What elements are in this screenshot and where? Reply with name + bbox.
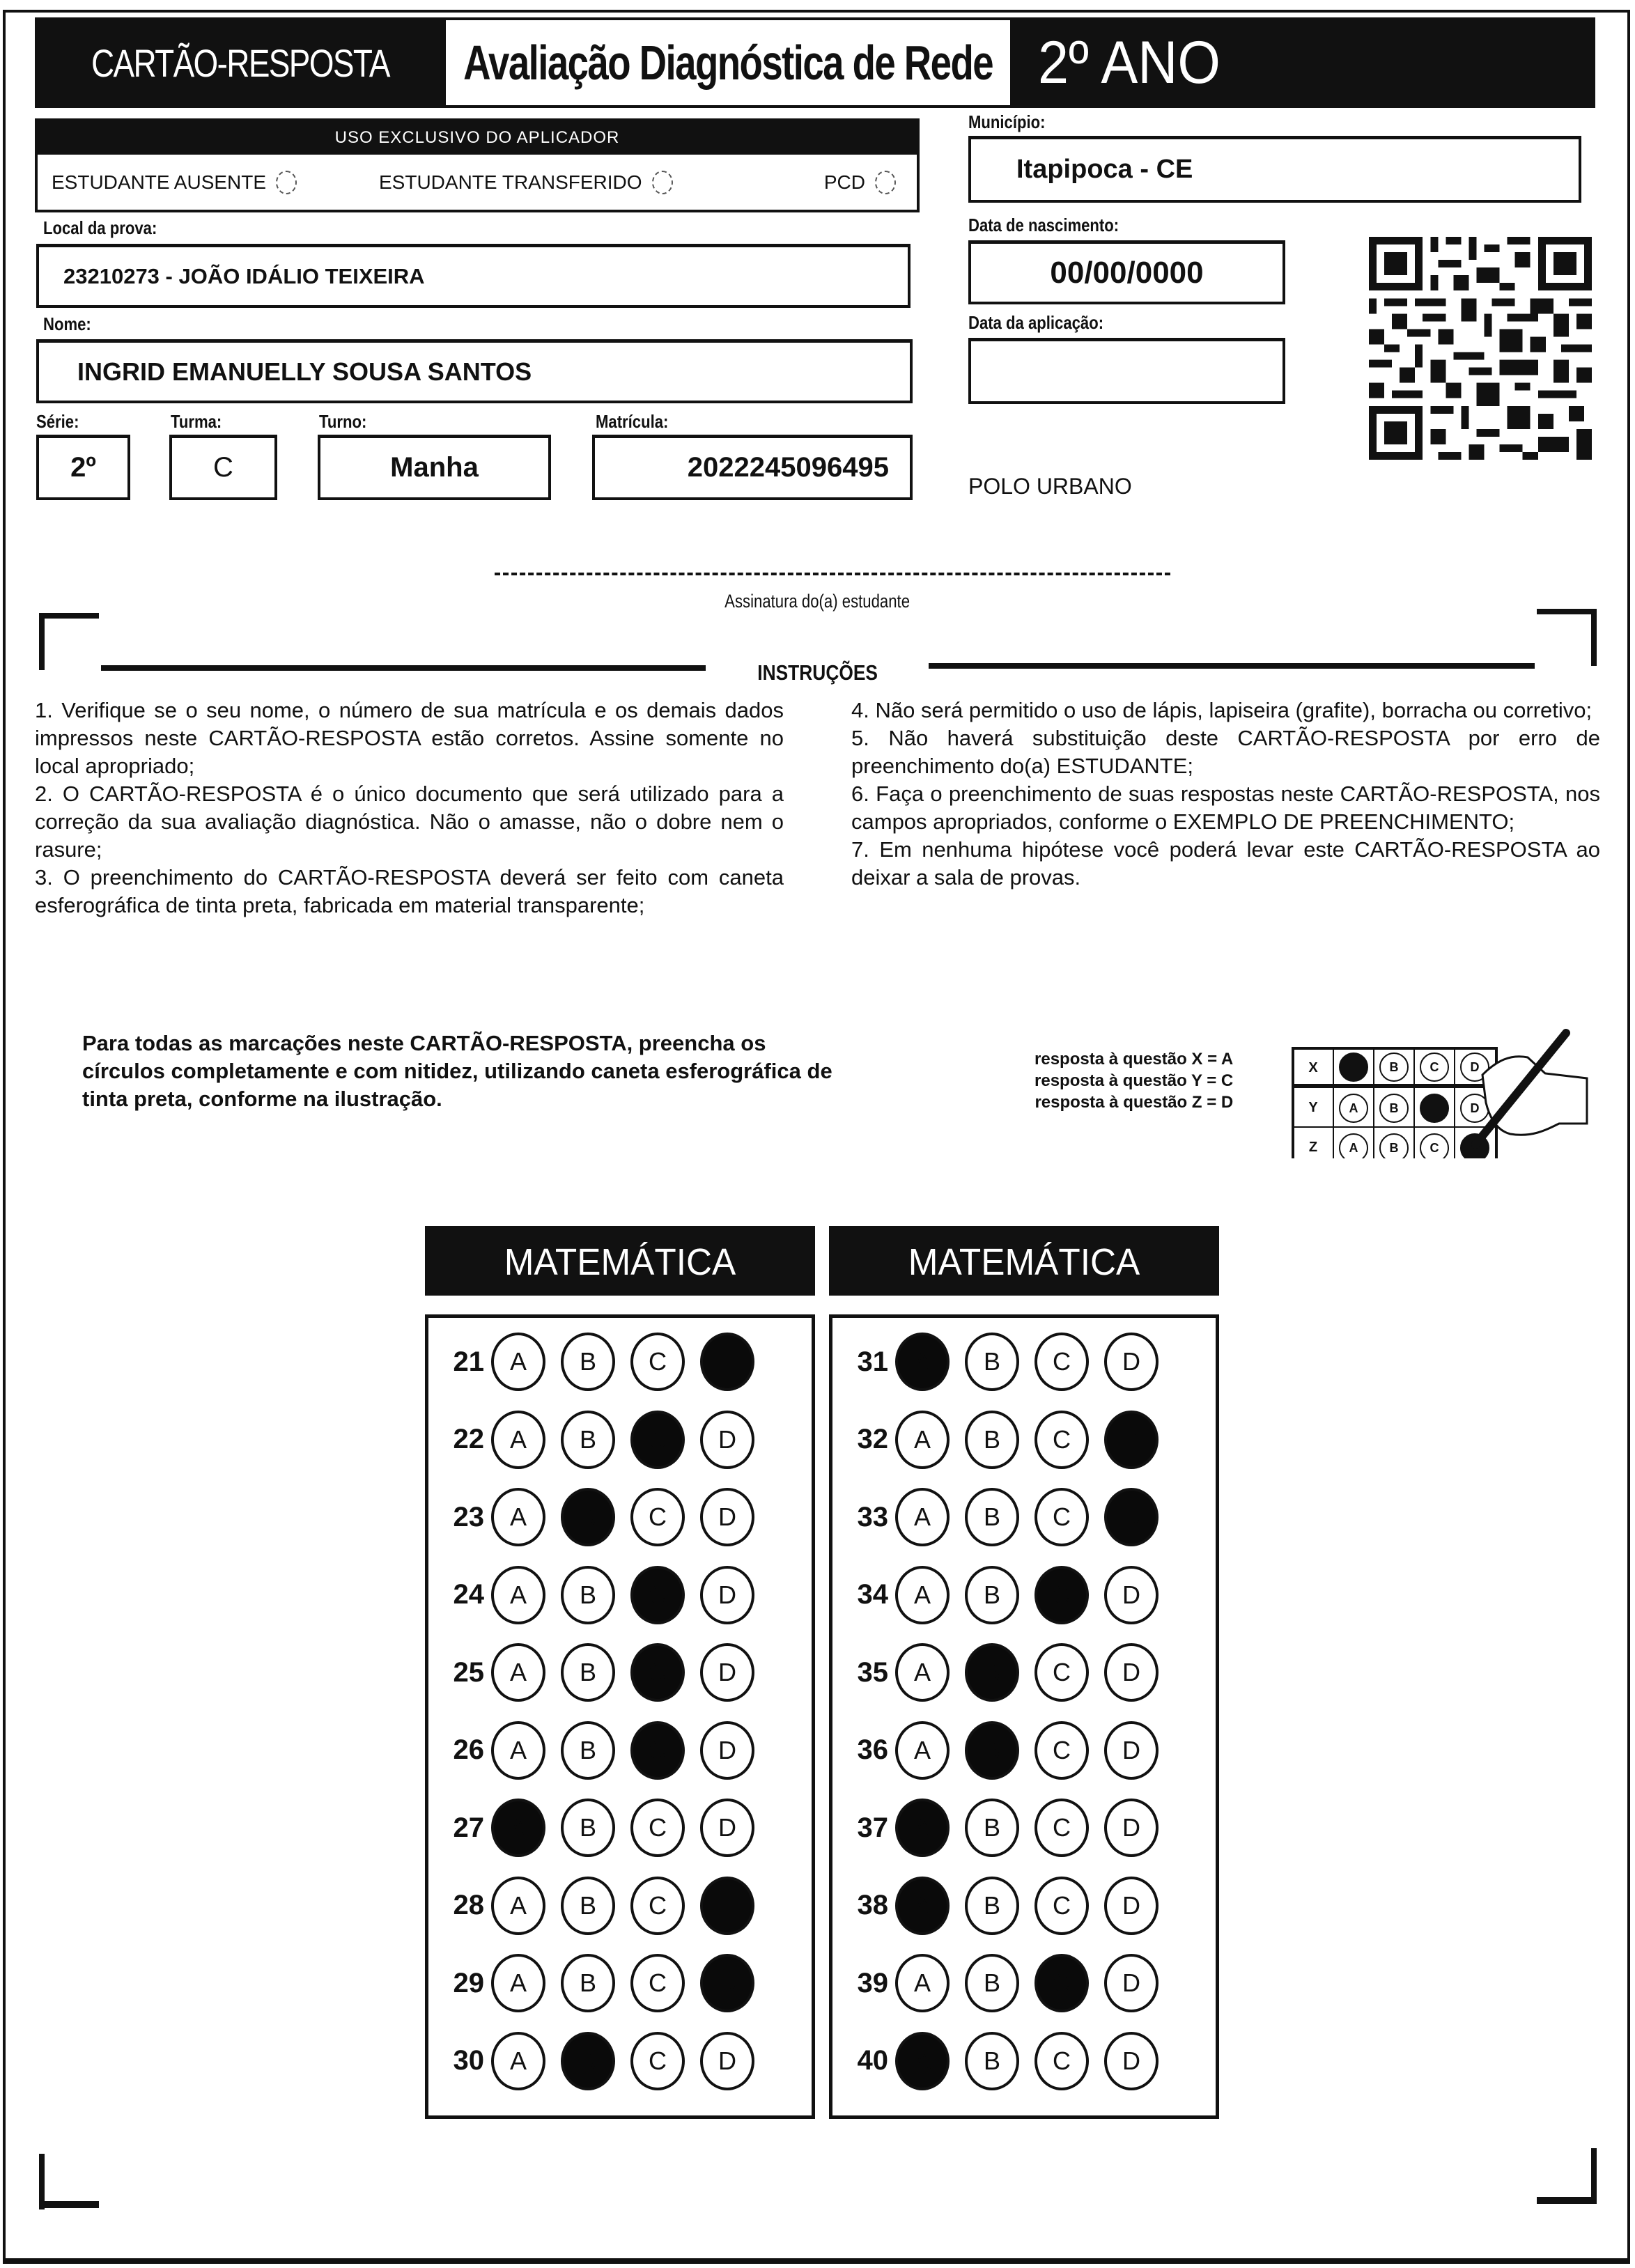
answer-bubble-b[interactable]: B [965,1877,1019,1935]
svg-text:Y: Y [1308,1100,1318,1115]
svg-text:C: C [1429,1141,1439,1155]
instructions-title: INSTRUÇÕES [757,660,878,685]
answer-bubble-d[interactable]: D [700,1954,754,2012]
question-number: 27 [453,1812,484,1843]
fill-note: Para todas as marcações neste CARTÃO-RESPOSTA, preencha os círculos completamente e com nitidez, utilizando caneta esferográfica de tinta preta, conforme na ilustração. [82,1031,832,1111]
answer-bubble-c[interactable]: C [630,1954,685,2012]
example-legend [1035,1048,1233,1113]
answer-bubble-b[interactable]: B [561,1877,615,1935]
question-number: 23 [453,1501,484,1532]
question-row [832,1952,1216,2014]
municipio-value: Itapipoca - CE [1016,155,1193,184]
municipio-label: Município: [968,111,1046,132]
svg-text:Z: Z [1308,1140,1318,1155]
question-row [428,1874,812,1937]
answer-bubble-b[interactable]: B [965,1411,1019,1469]
serie-field [36,435,130,500]
local-value: 23210273 - JOÃO IDÁLIO TEIXEIRA [63,263,425,288]
answer-bubble-d[interactable]: D [1104,1877,1159,1935]
matricula-label: Matrícula: [596,411,669,432]
instruction-3: 3. O preenchimento do CARTÃO-RESPOSTA deverá ser feito com caneta esferográfica de tinta preta, fabricada em material transparente; [35,865,784,917]
turma-field [169,435,277,500]
example-legend-y: resposta à questão Y = C [1035,1071,1234,1090]
answer-bubble-d[interactable]: D [1104,1954,1159,2012]
answer-bubble-c[interactable]: C [630,1411,685,1469]
serie-value: 2º [70,452,96,483]
turma-label: Turma: [171,411,222,432]
answer-bubble-b[interactable]: B [561,2032,615,2090]
answer-bubble-c[interactable]: C [1035,1488,1089,1546]
signature-line[interactable] [495,573,1170,575]
answer-bubble-a[interactable]: A [491,1411,545,1469]
question-number: 33 [857,1501,888,1532]
corner-mark-tr [1591,609,1597,666]
question-number: 21 [453,1346,484,1377]
svg-text:D: D [1470,1060,1480,1074]
answer-bubble-a[interactable]: A [895,1333,950,1391]
corner-mark-br [1591,2148,1597,2204]
answer-bubble-c[interactable]: C [630,1333,685,1391]
question-row [428,1952,812,2014]
answer-bubble-d[interactable]: D [700,1411,754,1469]
local-field [36,244,911,308]
card-title-banner [35,17,446,108]
fill-example-illustration [1287,1019,1601,1158]
option-pcd[interactable] [824,171,896,194]
answer-bubble-c[interactable]: C [1035,1954,1089,2012]
answer-bubble-a[interactable]: A [491,1721,545,1780]
corner-mark-br-h [1537,2197,1597,2204]
option-absent-label: ESTUDANTE AUSENTE [52,171,267,193]
answer-bubble-d[interactable]: D [700,1721,754,1780]
question-number: 39 [857,1967,888,1998]
question-row [428,1719,812,1782]
answer-bubble-c[interactable]: C [630,1643,685,1702]
answer-bubble-d[interactable]: D [1104,1566,1159,1624]
answer-bubble-c[interactable]: C [630,1488,685,1546]
qr-code-icon [1369,237,1592,460]
answer-bubble-a[interactable]: A [895,1954,950,2012]
question-row [832,1330,1216,1393]
municipio-field [968,136,1581,203]
signature-label: Assinatura do(a) estudante [724,591,911,612]
question-row [832,1564,1216,1626]
question-row [428,1641,812,1704]
turno-value: Manha [390,452,479,483]
answer-bubble-d[interactable]: D [700,1566,754,1624]
answer-bubble-a[interactable]: A [491,1333,545,1391]
answer-bubble-d[interactable]: D [1104,1411,1159,1469]
question-number: 26 [453,1734,484,1765]
option-pcd-label: PCD [823,171,865,193]
answer-bubble-d[interactable]: D [700,1488,754,1546]
instructions-right [851,697,1600,892]
transferred-radio[interactable] [652,171,673,194]
applicator-title: USO EXCLUSIVO DO APLICADOR [38,121,917,155]
answer-bubble-b[interactable]: B [965,1954,1019,2012]
instruction-6: 6. Faça o preenchimento de suas respostas neste CARTÃO-RESPOSTA, nos campos apropriados, conforme o EXEMPLO DE PREENCHIMENTO; [851,782,1600,834]
question-number: 28 [453,1890,484,1920]
instruction-2: 2. O CARTÃO-RESPOSTA é o único documento que será utilizado para a correção da sua avaliação diagnóstica. Não o amasse, não o dobre nem o rasure; [35,782,784,862]
answer-bubble-b[interactable]: B [561,1799,615,1857]
answer-bubble-a[interactable]: A [895,1643,950,1702]
question-row [428,1564,812,1626]
answer-bubble-b[interactable]: B [965,1333,1019,1391]
instruction-4: 4. Não será permitido o uso de lápis, lapiseira (grafite), borracha ou corretivo; [851,698,1593,722]
question-number: 36 [857,1734,888,1765]
question-number: 30 [453,2045,484,2076]
svg-text:C: C [1429,1060,1439,1074]
svg-text:A: A [1349,1141,1358,1155]
answer-bubble-d[interactable]: D [1104,1721,1159,1780]
svg-text:X: X [1308,1060,1318,1075]
answer-bubble-b[interactable]: B [965,1721,1019,1780]
question-number: 40 [857,2045,888,2076]
svg-text:B: B [1389,1141,1399,1155]
applicator-box [35,118,920,212]
question-row [428,2030,812,2092]
answer-bubble-c[interactable]: C [1035,1799,1089,1857]
answer-bubble-a[interactable]: A [895,1566,950,1624]
answer-bubble-b[interactable]: B [965,1488,1019,1546]
subject-header-2: MATEMÁTICA [829,1226,1219,1296]
answer-bubble-b[interactable]: B [561,1411,615,1469]
aplicacao-field [968,338,1285,404]
question-row [428,1408,812,1471]
answer-bubble-d[interactable]: D [700,1799,754,1857]
corner-mark-tl-h [39,613,99,619]
answer-bubble-d[interactable]: D [1104,1799,1159,1857]
answer-bubble-a[interactable]: A [491,2032,545,2090]
absent-radio[interactable] [276,171,297,194]
corner-mark-tr-h [1537,609,1597,614]
answer-bubble-b[interactable]: B [561,1721,615,1780]
answer-bubble-b[interactable]: B [561,1333,615,1391]
question-number: 24 [453,1579,484,1610]
answer-bubble-c[interactable]: C [1035,1721,1089,1780]
subject-header-1: MATEMÁTICA [425,1226,815,1296]
turno-label: Turno: [319,411,367,432]
turno-field [318,435,551,500]
nome-label: Nome: [43,313,91,334]
question-number: 29 [453,1967,484,1998]
matricula-field [592,435,913,500]
serie-label: Série: [36,411,79,432]
svg-text:B: B [1389,1060,1399,1074]
question-number: 34 [857,1579,888,1610]
answer-bubble-c[interactable]: C [630,1566,685,1624]
answer-bubble-b[interactable]: B [965,1643,1019,1702]
nome-field [36,339,913,403]
answer-bubble-a[interactable]: A [491,1877,545,1935]
answer-bubble-c[interactable]: C [1035,1566,1089,1624]
answer-bubble-a[interactable]: A [491,1954,545,2012]
answer-bubble-a[interactable]: A [491,1488,545,1546]
question-row [428,1330,812,1393]
instruction-7: 7. Em nenhuma hipótese você poderá levar este CARTÃO-RESPOSTA ao deixar a sala de provas. [851,837,1600,890]
answer-bubble-c[interactable]: C [630,1799,685,1857]
instructions-left [35,697,784,919]
svg-text:A: A [1349,1101,1358,1115]
answer-bubble-c[interactable]: C [630,1721,685,1780]
answer-bubble-b[interactable]: B [561,1643,615,1702]
instruction-5: 5. Não haverá substituição deste CARTÃO-RESPOSTA por erro de preenchimento do(a) ESTUDANTE; [851,726,1600,778]
answer-grid-2 [829,1314,1219,2119]
option-transferred[interactable] [379,171,811,194]
nome-value: INGRID EMANUELLY SOUSA SANTOS [77,357,532,386]
exam-title: Avaliação Diagnóstica de Rede [463,36,993,90]
nascimento-field [968,240,1285,304]
example-legend-z: resposta à questão Z = D [1035,1093,1234,1112]
nascimento-value: 00/00/0000 [1050,255,1204,290]
question-row [832,2030,1216,2092]
example-legend-x: resposta à questão X = A [1035,1050,1234,1069]
question-number: 25 [453,1656,484,1688]
turma-value: C [213,452,233,483]
answer-bubble-d[interactable]: D [1104,1333,1159,1391]
answer-bubble-c[interactable]: C [1035,1643,1089,1702]
answer-bubble-d[interactable]: D [700,1643,754,1702]
answer-bubble-a[interactable]: A [895,1488,950,1546]
answer-bubble-a[interactable]: A [895,1799,950,1857]
answer-bubble-d[interactable]: D [1104,1643,1159,1702]
grade-title: 2º ANO [1038,29,1221,96]
answer-bubble-c[interactable]: C [630,2032,685,2090]
answer-bubble-c[interactable]: C [1035,2032,1089,2090]
question-number: 32 [857,1424,888,1454]
svg-text:D: D [1470,1101,1480,1115]
answer-bubble-b[interactable]: B [965,1566,1019,1624]
answer-bubble-b[interactable]: B [965,1799,1019,1857]
card-title: CARTÃO-RESPOSTA [91,40,389,85]
answer-bubble-a[interactable]: A [491,1799,545,1857]
polo-label: POLO URBANO [968,474,1132,499]
pcd-radio[interactable] [875,171,896,194]
question-number: 22 [453,1424,484,1454]
corner-mark-bl-h [39,2201,99,2208]
local-label: Local da prova: [43,217,157,238]
answer-bubble-b[interactable]: B [561,1488,615,1546]
question-row [428,1796,812,1859]
svg-text:B: B [1389,1101,1399,1115]
answer-bubble-b[interactable]: B [561,1566,615,1624]
answer-bubble-a[interactable]: A [895,1721,950,1780]
answer-bubble-a[interactable]: A [491,1643,545,1702]
option-transferred-label: ESTUDANTE TRANSFERIDO [379,171,642,193]
question-number: 31 [857,1346,888,1377]
answer-bubble-a[interactable]: A [895,2032,950,2090]
question-row [832,1641,1216,1704]
exam-title-banner [446,17,1010,108]
nascimento-label: Data de nascimento: [968,215,1119,235]
question-row [832,1719,1216,1782]
answer-bubble-b[interactable]: B [965,2032,1019,2090]
answer-bubble-c[interactable]: C [1035,1333,1089,1391]
matricula-value: 2022245096495 [687,452,889,483]
question-row [832,1408,1216,1471]
answer-bubble-d[interactable]: D [700,1877,754,1935]
question-row [428,1486,812,1548]
answer-bubble-b[interactable]: B [561,1954,615,2012]
answer-bubble-d[interactable]: D [1104,1488,1159,1546]
grade-banner [1010,17,1595,108]
aplicacao-label: Data da aplicação: [968,312,1104,333]
answer-bubble-d[interactable]: D [1104,2032,1159,2090]
instruction-1: 1. Verifique se o seu nome, o número de sua matrícula e os demais dados impressos neste CARTÃO-RESPOSTA estão corretos. Assine somente no local apropriado; [35,698,784,778]
answer-bubble-a[interactable]: A [895,1411,950,1469]
question-row [832,1874,1216,1937]
answer-bubble-a[interactable]: A [895,1877,950,1935]
answer-bubble-d[interactable]: D [700,2032,754,2090]
answer-bubble-c[interactable]: C [630,1877,685,1935]
question-row [832,1486,1216,1548]
answer-bubble-c[interactable]: C [1035,1411,1089,1469]
answer-bubble-a[interactable]: A [491,1566,545,1624]
question-number: 35 [857,1656,888,1688]
answer-bubble-c[interactable]: C [1035,1877,1089,1935]
answer-bubble-d[interactable]: D [700,1333,754,1391]
option-absent[interactable] [52,171,379,194]
answer-grid-1 [425,1314,815,2119]
question-number: 37 [857,1812,888,1843]
question-number: 38 [857,1890,888,1920]
question-row [832,1796,1216,1859]
